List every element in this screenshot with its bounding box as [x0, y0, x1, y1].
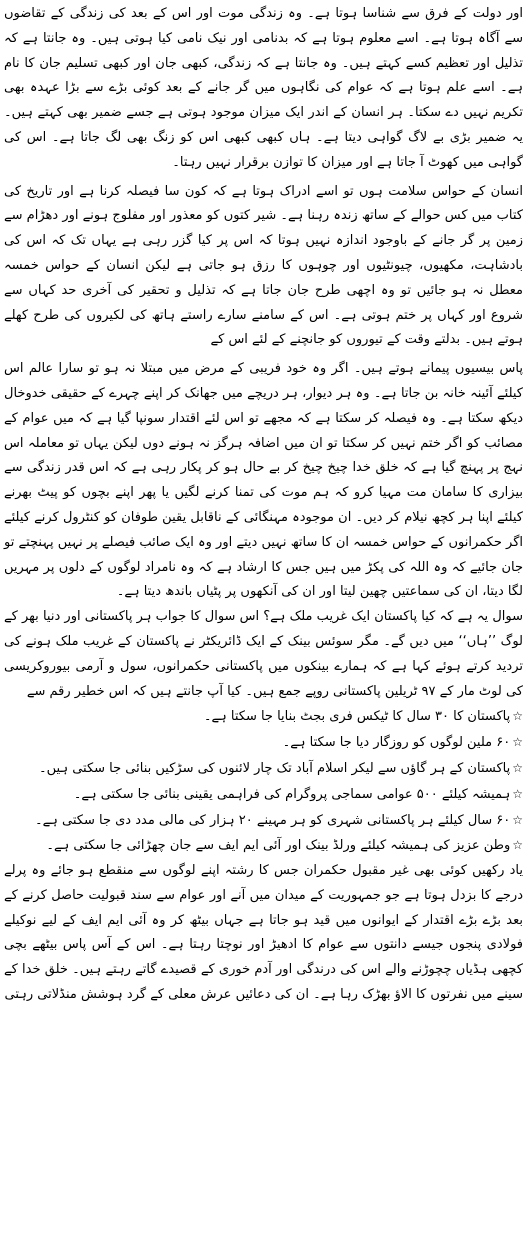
list-item: ☆پاکستان کا ۳۰ سال کا ٹیکس فری بجٹ بنایا جا سکتا ہے۔: [203, 709, 523, 725]
paragraph-senses: انسان کے حواس سلامت ہوں تو اسے ادراک ہوتا ہے کہ کون سا فیصلہ کرنا ہے اور تاریخ کی کتاب میں کس حوالے کے ساتھ زندہ رہنا ہے۔ شیر کتوں کو معذور اور مفلوج ہونے اور دھڑام سے زمین پر گر جانے کے باوجود اندازہ نہیں ہوتا کہ اس پر کیا گزر رہی ہے یہاں تک کہ اس کی بادشاہت، مکھیوں، چیونٹیوں اور چوہوں کا رزق ہو جاتی ہے لیکن انسان کے حواس خمسہ معطل نہ ہو جائیں تو وہ اچھی طرح جان جاتا ہے کہ تذلیل و تحقیر کی آخری حد کہاں سے شروع اور کہاں پر ختم ہوتی ہے۔ اس کے سامنے سارے راستے ہاتھ کی لکیروں کی طرح کھلے ہوتے ہیں۔ بدلتے وقت کے تیوروں کو جانچنے کے لئے اس کے: [4, 183, 523, 348]
star-bullet-icon: ☆: [512, 786, 523, 801]
list-item: ☆ہمیشہ کیلئے ۵۰۰ عوامی سماجی پروگرام کی فراہمی یقینی بنائی جا سکتی ہے۔: [73, 786, 523, 802]
star-bullet-icon: ☆: [512, 709, 523, 724]
paragraph-ruler: یاد رکھیں کوئی بھی غیر مقبول حکمران جس کا رشتہ اپنے لوگوں سے منقطع ہو جائے وہ پرلے درجے کا بزدل ہوتا ہے جو جمہوریت کے میدان میں آنے اور عوام سے سند قبولیت حاصل کرنے کے بعد بڑے بڑے اقتدار کے ایوانوں میں قید ہو جاتا ہے جہاں بیٹھ کر وہ آئی ایم ایف کے لیے نوکیلے فولادی پنجوں جیسے دانتوں سے عوام کا ادھیڑ اور نوچتا رہتا ہے۔ اس کے آس پاس بیٹھے بچی کچھی ہڈیاں چچوڑنے والے اس کی درندگی اور آدم خوری کے قصیدے گاتے رہتے ہیں۔ خلق خدا کے سینے میں نفرتوں کا الاؤ بھڑک رہا ہے۔ ان کی دعائیں عرش معلی کے گرد ہوشش منڈلاتی رہتی: [4, 863, 523, 1003]
star-bullet-icon: ☆: [512, 812, 523, 827]
list-item: ☆پاکستان کے ہر گاؤں سے لیکر اسلام آباد تک چار لائنوں کی سڑکیں بنائی جا سکتی ہیں۔: [39, 760, 523, 776]
list-item: ☆۶۰ ملین لوگوں کو روزگار دیا جا سکتا ہے۔: [282, 735, 523, 751]
benefits-list: [4, 704, 523, 859]
paragraph-conscience: اور دولت کے فرق سے شناسا ہوتا ہے۔ وہ زندگی موت اور اس کے بعد کی زندگی کے تقاضوں سے آگاہ ہوتا ہے۔ اسے معلوم ہوتا ہے کہ بدنامی اور نیک نامی کیا ہوتی ہیں۔ وہ جانتا ہے کہ تذلیل اور تعظیم کسے کہتے ہیں۔ وہ جانتا ہے کہ زندگی، کبھی جان اور کبھی تسلیم جان کا نام ہے۔ اسے علم ہوتا ہے کہ عوام کی نگاہوں میں گر جانے کے بعد کوئی بڑے سے بڑا عہدہ بھی تکریم نہیں دے سکتا۔ ہر انسان کے اندر ایک میزان موجود ہوتی ہے جسے ضمیر بھی کہتے ہیں۔ یہ ضمیر بڑی بے لاگ گواہی دیتا ہے۔ ہاں کبھی کبھی اس کو زنگ بھی لگ جاتا ہے۔ اس کی گواہی میں کھوٹ آ جاتا ہے اور میزان کا توازن برقرار نہیں رہتا۔: [4, 6, 523, 170]
star-bullet-icon: ☆: [512, 838, 523, 853]
list-item: ☆۶۰ سال کیلئے ہر پاکستانی شہری کو ہر مہینے ۲۰ ہزار کی مالی مدد دی جا سکتی ہے۔: [35, 812, 523, 828]
paragraph-mirror: پاس بیسیوں پیمانے ہوتے ہیں۔ اگر وہ خود فریبی کے مرض میں مبتلا نہ ہو تو سارا عالم اس کیلئے آئینہ خانہ بن جاتا ہے۔ وہ ہر دیوار، ہر دریچے میں جھانک کر اپنے چہرے کے حقیقی خدوخال دیکھ سکتا ہے۔ وہ فیصلہ کر سکتا ہے کہ مجھے تو اس لئے اقتدار سونپا گیا ہے کہ میں عوام کے مصائب کو اگر ختم نہیں کر سکتا تو ان میں اضافہ ہرگز نہ ہونے دوں لیکن یہاں تو معاملہ اس نہج پر پہنچ گیا ہے کہ خلق خدا چیخ چیخ کر بے حال ہو کر پکار رہی ہے کہ اس قدر زندگی سے بیزاری کا سامان مت مہیا کرو کہ ہم موت کی تمنا کرنے لگیں یا پھر اپنے بچوں کو پیٹ بھرنے کیلئے اپنا ہر کچھ نیلام کر دیں۔ ان موجودہ مہنگائی کے ناقابل یقین طوفان کو کنٹرول کرنے کیلئے اگر حکمرانوں کے حواس خمسہ ان کا ساتھ نہیں دیتے اور وہ ایک صائب فیصلے پر نہیں پہنچتے تو جان جائیے کہ وہ اللہ کی پکڑ میں ہیں جس کا ارشاد ہے کہ وہ نامراد لوگوں کے دلوں پر مہریں لگا دیتا، ان کی سماعتیں چھین لیتا اور ان کی آنکھوں پر پٹیاں باندھ دیتا ہے۔: [4, 361, 523, 600]
paragraph-question: سوال یہ ہے کہ کیا پاکستان ایک غریب ملک ہے؟ اس سوال کا جواب ہر پاکستانی اور دنیا بھر کے لوگ ’’ہاں‘‘ میں دیں گے۔ مگر سوئس بینک کے ایک ڈائریکٹر نے پاکستان کے غریب ملک ہونے کی تردید کرتے ہوئے کہا ہے کہ ہمارے بینکوں میں پاکستانی حکمرانوں، سول و آرمی بیوروکریسی کی لوٹ مار کے ۹۷ ٹریلین پاکستانی روپے جمع ہیں۔ کیا آپ جانتے ہیں کہ اس خطیر رقم سے: [4, 609, 523, 699]
list-item: ☆وطن عزیز کی ہمیشہ کیلئے ورلڈ بینک اور آئی ایم ایف سے جان چھڑائی جا سکتی ہے۔: [46, 838, 523, 854]
star-bullet-icon: ☆: [512, 760, 523, 775]
star-bullet-icon: ☆: [512, 735, 523, 750]
